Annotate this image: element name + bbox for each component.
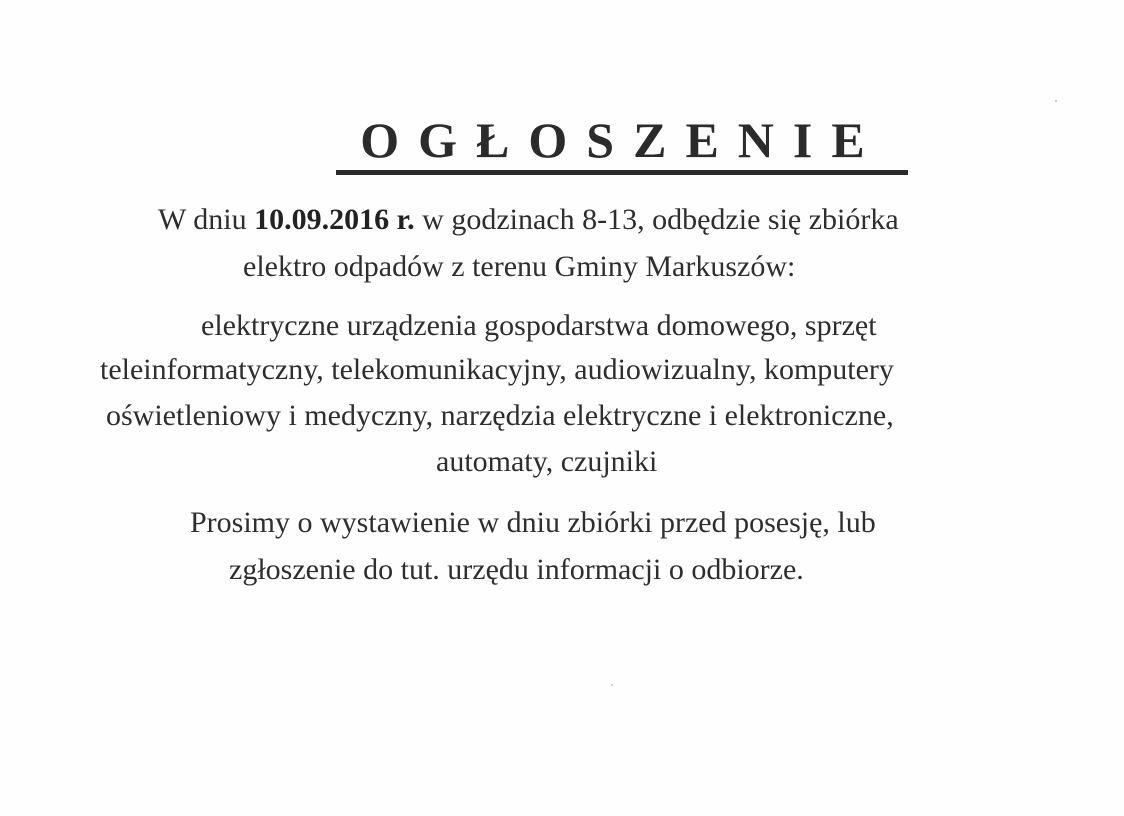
items-line-1: elektryczne urządzenia gospodarstwa domowego, sprzęt bbox=[201, 309, 877, 342]
notice-title: OGŁOSZENIE bbox=[360, 112, 884, 168]
collection-date: 10.09.2016 r. bbox=[254, 203, 415, 236]
intro-suffix: w godzinach 8-13, odbędzie się zbiórka bbox=[414, 203, 899, 236]
request-line-2: zgłoszenie do tut. urzędu informacji o odbiorze. bbox=[229, 553, 804, 586]
intro-line-2: elektro odpadów z terenu Gminy Markuszów: bbox=[243, 250, 796, 283]
items-line-3: oświetleniowy i medyczny, narzędzia elektryczne i elektroniczne, bbox=[106, 399, 894, 432]
items-line-4: automaty, czujniki bbox=[436, 445, 658, 478]
items-line-2: teleinformatyczny, telekomunikacyjny, audiowizualny, komputery bbox=[100, 353, 894, 386]
intro-line-1 bbox=[158, 200, 899, 240]
request-line-1: Prosimy o wystawienie w dniu zbiórki przed posesję, lub bbox=[190, 506, 876, 539]
scan-speck bbox=[1055, 100, 1057, 102]
scan-speck bbox=[611, 684, 613, 686]
intro-prefix: W dniu bbox=[158, 203, 255, 236]
title-underline bbox=[336, 170, 908, 175]
